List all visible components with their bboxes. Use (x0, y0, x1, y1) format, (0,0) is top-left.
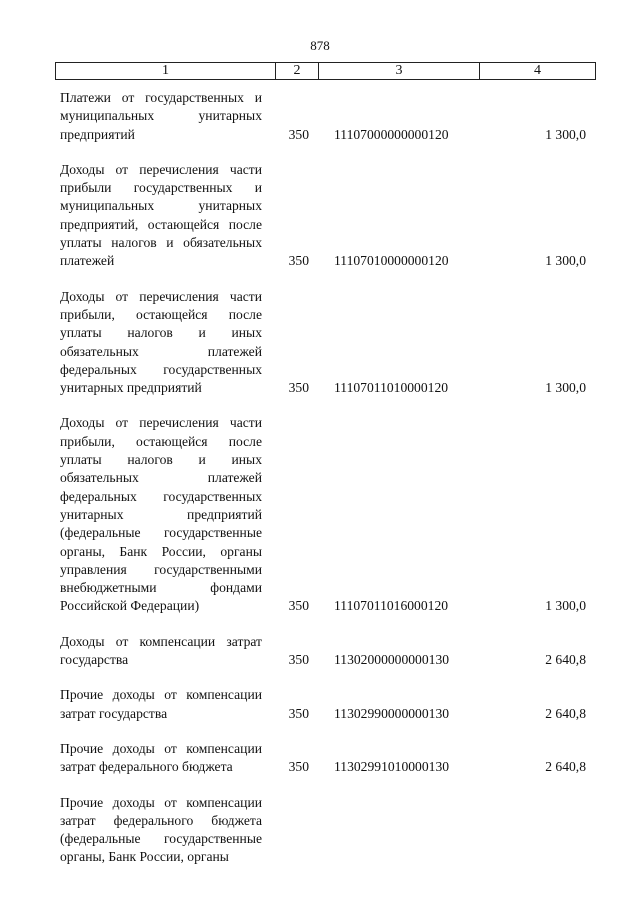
table-row (60, 414, 596, 615)
table-body (60, 89, 596, 884)
column-header-4: 4 (534, 63, 541, 78)
table-row (60, 794, 596, 867)
page-number: 878 (310, 38, 330, 53)
table-row (60, 288, 596, 398)
column-header-1: 1 (56, 63, 276, 79)
row-budget-code: 11107010000000120 (334, 253, 449, 269)
table-header-row (55, 62, 596, 80)
row-amount: 1 300,0 (545, 253, 586, 269)
row-admin-code: 350 (288, 380, 309, 396)
row-amount: 2 640,8 (545, 705, 586, 721)
row-admin-code: 350 (288, 705, 309, 721)
row-budget-code: 11107011016000120 (334, 598, 449, 614)
column-header-2: 2 (276, 63, 319, 79)
row-name: Прочие доходы от компенсации затрат федерального бюджета (федеральные государственные органы, Банк России, органы (60, 794, 262, 865)
row-name: Платежи от государственных и муниципальных унитарных предприятий (60, 90, 262, 142)
table-row (60, 89, 596, 144)
row-admin-code: 350 (288, 126, 309, 142)
table-row (60, 740, 596, 777)
row-budget-code: 11107011010000120 (334, 380, 449, 396)
row-amount: 2 640,8 (545, 652, 586, 668)
table-row (60, 161, 596, 271)
row-admin-code: 350 (288, 759, 309, 775)
row-amount: 2 640,8 (545, 759, 586, 775)
row-name: Доходы от перечисления части прибыли, остающейся после уплаты налогов и иных обязательных платежей федеральных государственных унитарных предприятий (федеральные государственные органы, Банк России, органы управления государственными внебюджетными фондами Российской Федерации) (60, 415, 262, 614)
row-admin-code: 350 (288, 253, 309, 269)
row-budget-code: 11302991010000130 (334, 759, 450, 775)
row-name: Доходы от компенсации затрат государства (60, 633, 262, 668)
table-row (60, 633, 596, 670)
column-header-3: 3 (319, 63, 480, 79)
row-admin-code: 350 (288, 598, 309, 614)
row-admin-code: 350 (288, 652, 309, 668)
row-budget-code: 11302990000000130 (334, 705, 450, 721)
row-name: Прочие доходы от компенсации затрат федерального бюджета (60, 740, 262, 775)
row-budget-code: 11107000000000120 (334, 126, 449, 142)
row-name: Доходы от перечисления части прибыли, остающейся после уплаты налогов и иных обязательных платежей федеральных государственных унитарных предприятий (60, 288, 262, 396)
row-amount: 1 300,0 (545, 380, 586, 396)
row-amount: 1 300,0 (545, 126, 586, 142)
row-name: Прочие доходы от компенсации затрат государства (60, 687, 262, 721)
row-name: Доходы от перечисления части прибыли государственных и муниципальных унитарных предприятий, остающейся после уплаты налогов и обязательных платежей (60, 161, 262, 269)
row-amount: 1 300,0 (545, 598, 586, 614)
table-row (60, 686, 596, 723)
row-budget-code: 11302000000000130 (334, 652, 450, 668)
